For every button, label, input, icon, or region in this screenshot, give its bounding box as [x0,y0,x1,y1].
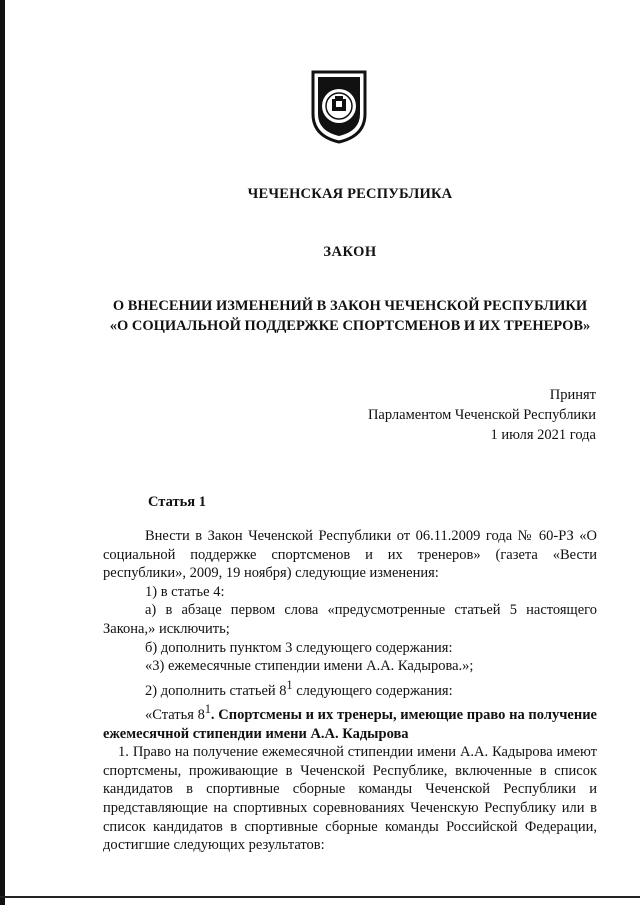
item-1b: б) дополнить пунктом 3 следующего содержания: [145,639,453,656]
new-article-heading [103,700,597,743]
item-2-pre: 2) дополнить статьей 8 [145,682,287,699]
article-intro: Внести в Закон Чеченской Республики от 06.11.2009 года № 60-РЗ «О социальной поддержке спортсменов и их тренеров» (газета «Вести республики», 2009, 19 ноября) следующие изменения: [103,528,597,582]
law-heading: ЗАКОН [323,244,377,260]
item-1b-text: «3) ежемесячные стипендии имени А.А. Кадырова.»; [145,658,474,675]
item-2 [103,676,597,700]
item-2-sup: 1 [286,677,293,692]
coat-of-arms-emblem [309,70,369,144]
new-article-prefix: «Статья 8 [145,707,205,723]
adopted-date: 1 июля 2021 года [490,427,596,443]
new-article-sup: 1 [204,702,211,717]
scan-left-edge [0,0,5,905]
republic-heading: ЧЕЧЕНСКАЯ РЕСПУБЛИКА [247,186,453,202]
scan-bottom-edge [0,896,640,898]
paragraph-1: 1. Право на получение ежемесячной стипендии имени А.А. Кадырова имеют спортсмены, проживающие в Чеченской Республике, включенные в список кандидатов в спортивные сборные команды Чеченской Республики и представляющие на спортивных соревнованиях Чеченскую Республику или в список кандидатов в спортивные сборные команды Российской Федерации, достигшие следующих результатов: [103,744,597,854]
adoption-block [368,385,596,445]
item-2-post: следующего содержания: [292,682,453,699]
item-1a: а) в абзаце первом слова «предусмотренные статьей 5 настоящего Закона,» исключить; [103,602,597,637]
law-title-line-2: «О СОЦИАЛЬНОЙ ПОДДЕРЖКЕ СПОРТСМЕНОВ И ИХ ТРЕНЕРОВ» [109,318,591,334]
new-article-title: . Спортсмены и их тренеры, имеющие право на получение ежемесячной стипендии имени А.А. Кадырова [103,707,597,742]
law-title [0,296,640,336]
law-title-line-1: О ВНЕСЕНИИ ИЗМЕНЕНИЙ В ЗАКОН ЧЕЧЕНСКОЙ РЕСПУБЛИКИ [112,298,588,314]
adopted-label: Принят [549,387,596,403]
adopted-by: Парламентом Чеченской Республики [367,407,596,423]
article-body [103,527,597,855]
item-1: 1) в статье 4: [145,583,225,600]
article-heading: Статья 1 [148,494,206,510]
